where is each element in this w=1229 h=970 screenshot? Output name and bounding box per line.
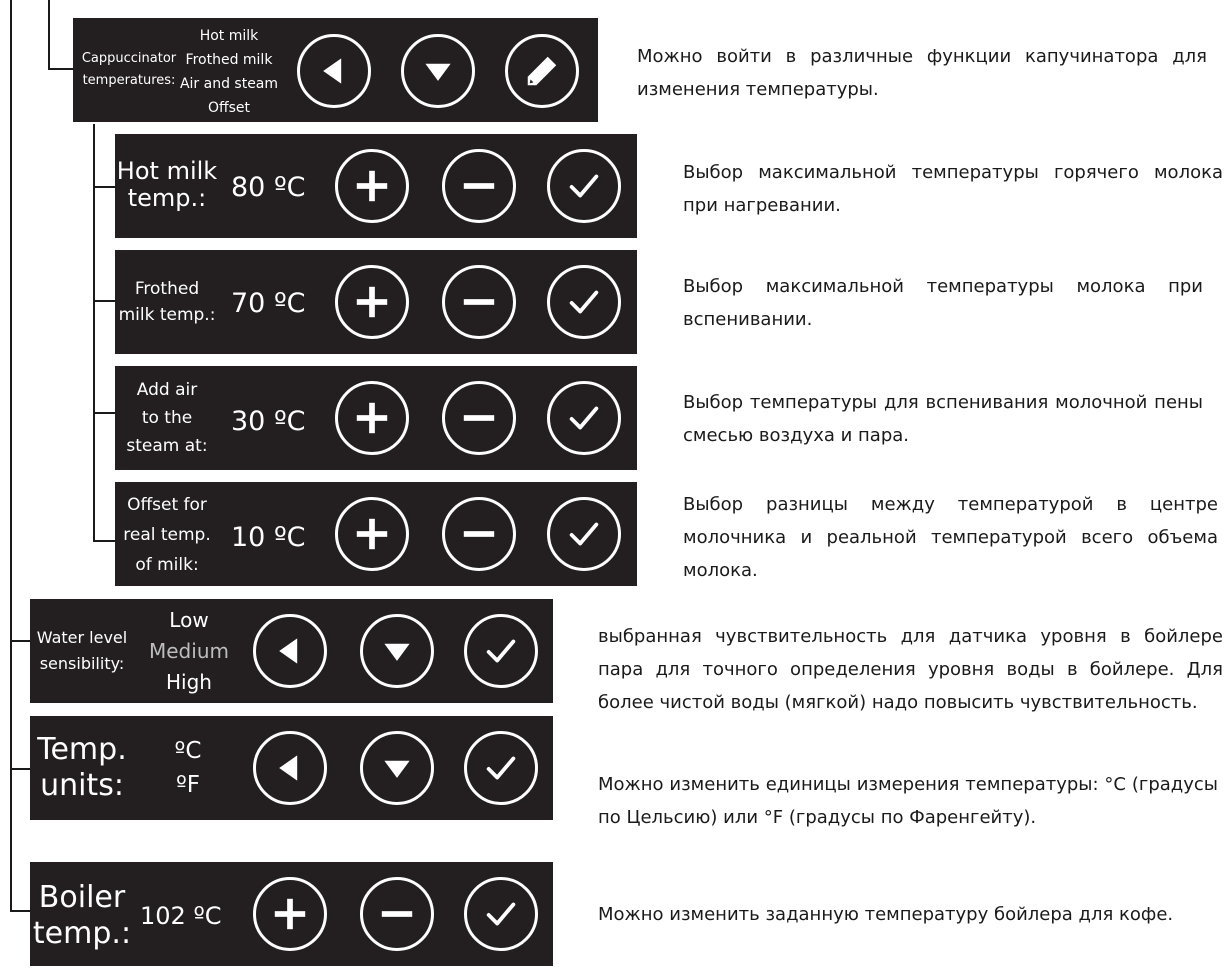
triangle-left-icon — [272, 750, 308, 786]
water-level-options — [142, 605, 236, 698]
option-air-and-steam: Air and steam — [179, 76, 279, 92]
frothed-milk-description: Выбор максимальной температуры молока при вспенивании. — [683, 276, 1203, 330]
triangle-down-icon — [379, 633, 415, 669]
minus-icon — [460, 399, 498, 437]
left-button[interactable] — [253, 731, 327, 805]
plus-button[interactable] — [335, 381, 409, 455]
option-offset: Offset — [207, 100, 251, 116]
minus-icon — [378, 895, 416, 933]
minus-button[interactable] — [442, 381, 516, 455]
tree-sub-branch-air — [93, 412, 115, 414]
edit-button[interactable] — [505, 34, 579, 108]
temp-units-panel — [30, 716, 553, 820]
triangle-down-icon — [379, 750, 415, 786]
option-low: Low — [169, 608, 209, 632]
checkmark-icon — [565, 167, 603, 205]
water-level-description: выбранная чувствительность для датчика уровня в бойлере пара для точного определения уровня воды в бойлере. Для более чистой воды (мягкой) надо повысить чувствительность. — [598, 626, 1223, 713]
checkmark-icon — [565, 283, 603, 321]
tree-main-line — [10, 0, 12, 912]
temp-units-description: Можно изменить единицы измерения температуры: °C (градусы по Цельсию) или °F (градусы по Фаренгейту). — [598, 774, 1218, 828]
add-air-value: 30 ºC — [231, 406, 306, 437]
minus-button[interactable] — [442, 149, 516, 223]
option-high: High — [166, 670, 212, 694]
boiler-value: 102 ºC — [140, 902, 222, 930]
checkmark-icon — [482, 749, 520, 787]
offset-panel — [115, 482, 637, 586]
offset-description: Выбор разницы между температурой в центре молочника и реальной температурой всего объема молока. — [683, 494, 1218, 581]
pencil-icon — [523, 52, 561, 90]
down-button[interactable] — [360, 731, 434, 805]
tree-capp-branch — [48, 68, 74, 70]
frothed-milk-panel — [115, 250, 637, 354]
minus-button[interactable] — [442, 497, 516, 571]
confirm-button[interactable] — [547, 265, 621, 339]
option-fahrenheit: ºF — [175, 772, 201, 798]
plus-icon — [353, 283, 391, 321]
minus-icon — [460, 283, 498, 321]
plus-button[interactable] — [335, 149, 409, 223]
offset-value: 10 ºC — [231, 522, 306, 553]
checkmark-icon — [565, 515, 603, 553]
option-hot-milk: Hot milk — [199, 28, 259, 44]
add-air-description: Выбор температуры для вспенивания молочной пены смесью воздуха и пара. — [683, 392, 1203, 446]
tree-branch-units — [10, 768, 32, 770]
confirm-button[interactable] — [464, 614, 538, 688]
confirm-button[interactable] — [464, 877, 538, 951]
cappuccinator-options — [177, 24, 281, 120]
tree-branch-water — [10, 640, 32, 642]
minus-icon — [460, 515, 498, 553]
tree-branch-boiler — [10, 910, 32, 912]
minus-button[interactable] — [360, 877, 434, 951]
down-button[interactable] — [401, 34, 475, 108]
boiler-panel — [30, 862, 553, 966]
add-air-label: Add air to the steam at: — [126, 380, 208, 456]
checkmark-icon — [482, 895, 520, 933]
plus-icon — [353, 399, 391, 437]
hot-milk-panel — [115, 134, 637, 238]
frothed-milk-value: 70 ºC — [231, 288, 306, 319]
plus-icon — [353, 167, 391, 205]
cappuccinator-label: Cappuccinator temperatures: — [81, 51, 177, 88]
cappuccinator-description: Можно войти в различные функции капучинатора для изменения температуры. — [637, 46, 1207, 100]
option-medium: Medium — [149, 639, 229, 663]
hot-milk-description: Выбор максимальной температуры горячего молока при нагревании. — [683, 162, 1223, 216]
option-celsius: ºC — [174, 738, 202, 764]
plus-icon — [353, 515, 391, 553]
plus-button[interactable] — [335, 497, 409, 571]
confirm-button[interactable] — [464, 731, 538, 805]
minus-button[interactable] — [442, 265, 516, 339]
plus-button[interactable] — [253, 877, 327, 951]
left-button[interactable] — [253, 614, 327, 688]
plus-button[interactable] — [335, 265, 409, 339]
minus-icon — [460, 167, 498, 205]
water-level-panel — [30, 599, 553, 703]
checkmark-icon — [482, 632, 520, 670]
tree-capp-vertical — [48, 0, 50, 70]
temp-units-label: Temp. units: — [37, 732, 127, 803]
boiler-label: Boiler temp.: — [32, 880, 132, 951]
temp-units-options — [158, 734, 218, 802]
confirm-button[interactable] — [547, 381, 621, 455]
option-frothed-milk: Frothed milk — [185, 52, 273, 68]
confirm-button[interactable] — [547, 149, 621, 223]
tree-sub-branch-frothed — [93, 300, 115, 302]
checkmark-icon — [565, 399, 603, 437]
triangle-down-icon — [420, 53, 456, 89]
water-level-label: Water level sensibility: — [36, 628, 128, 673]
triangle-left-icon — [272, 633, 308, 669]
boiler-description: Можно изменить заданную температуру бойлера для кофе. — [598, 904, 1174, 925]
cappuccinator-panel — [73, 18, 598, 122]
add-air-panel — [115, 366, 637, 470]
confirm-button[interactable] — [547, 497, 621, 571]
frothed-milk-label: Frothed milk temp.: — [118, 279, 216, 325]
offset-label: Offset for real temp. of milk: — [123, 495, 211, 575]
hot-milk-value: 80 ºC — [231, 172, 306, 203]
down-button[interactable] — [360, 614, 434, 688]
triangle-left-icon — [316, 53, 352, 89]
left-button[interactable] — [297, 34, 371, 108]
hot-milk-label: Hot milk temp.: — [116, 157, 218, 212]
tree-sub-branch-offset — [93, 540, 115, 542]
plus-icon — [271, 895, 309, 933]
tree-sub-branch-hotmilk — [93, 186, 115, 188]
